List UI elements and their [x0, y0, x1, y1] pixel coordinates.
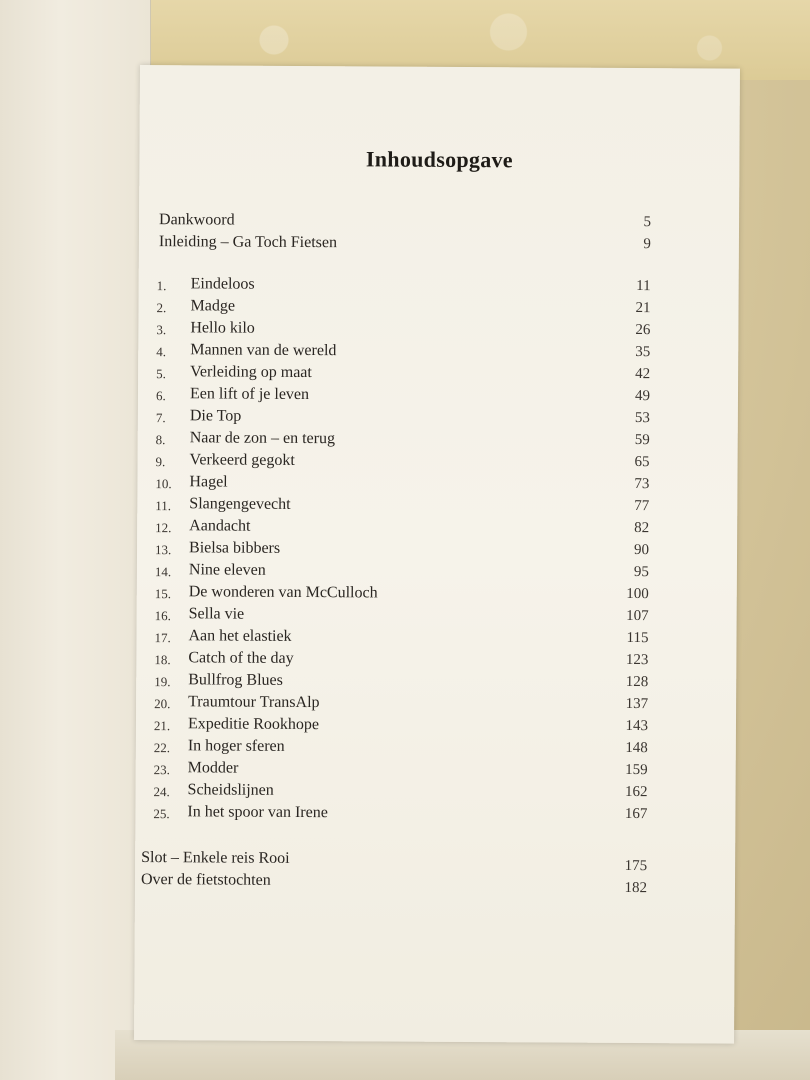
chapter-page: 77	[634, 498, 650, 515]
chapter-number: 11.	[155, 498, 172, 514]
chapter-number: 8.	[155, 432, 166, 448]
chapter-page: 35	[635, 344, 651, 361]
toc-entry-inleiding	[139, 233, 739, 259]
chapter-number: 5.	[156, 366, 166, 382]
chapter-number: 4.	[156, 344, 167, 360]
chapter-number: 19.	[154, 674, 171, 690]
chapter-number: 12.	[155, 520, 172, 536]
chapter-page: 26	[635, 322, 651, 339]
toc-entry-page: 9	[643, 236, 651, 253]
chapter-title: Hello kilo	[190, 319, 255, 337]
toc-entry-page: 175	[624, 857, 648, 875]
chapter-page: 42	[635, 366, 651, 383]
chapter-title: De wonderen van McCulloch	[188, 583, 378, 602]
chapter-title: Slangengevecht	[189, 495, 291, 513]
chapter-page: 143	[625, 717, 649, 735]
chapter-page: 107	[626, 607, 649, 625]
page-title: Inhoudsopgave	[365, 146, 513, 173]
chapter-title: In het spoor van Irene	[187, 803, 328, 822]
toc-entry-label: Inleiding – Ga Toch Fietsen	[158, 233, 338, 252]
chapter-page: 148	[625, 739, 648, 757]
chapter-page: 137	[625, 695, 649, 713]
chapter-page: 65	[634, 454, 650, 471]
chapter-title: Nine eleven	[188, 561, 266, 579]
chapter-page: 73	[634, 476, 650, 493]
chapter-page: 90	[633, 542, 650, 559]
chapter-title: Hagel	[189, 473, 228, 491]
chapter-page: 49	[634, 388, 651, 405]
chapter-number: 6.	[155, 388, 166, 404]
chapter-number: 2.	[156, 300, 167, 316]
chapter-number: 24.	[153, 784, 170, 800]
chapter-number: 7.	[155, 410, 166, 426]
chapter-page: 123	[625, 651, 649, 669]
chapter-page: 115	[626, 629, 649, 647]
chapter-page: 100	[626, 585, 649, 603]
chapter-title: Een lift of je leven	[189, 385, 310, 404]
chapter-title: Mannen van de wereld	[190, 341, 337, 360]
left-page-edge	[0, 0, 151, 1080]
chapter-title: Aandacht	[189, 517, 251, 535]
chapter-number: 3.	[156, 322, 167, 338]
chapter-title: Modder	[187, 759, 239, 777]
book-page	[134, 65, 740, 1044]
chapter-page: 59	[634, 432, 650, 449]
chapter-number: 20.	[154, 696, 171, 712]
chapter-page: 128	[625, 673, 649, 691]
chapter-page: 11	[636, 278, 651, 295]
chapter-number: 16.	[154, 608, 171, 624]
chapter-page: 21	[635, 300, 651, 317]
chapter-title: Naar de zon – en terug	[189, 429, 336, 448]
chapter-page: 95	[633, 564, 649, 581]
chapter-title: Aan het elastiek	[188, 627, 292, 645]
chapter-number: 13.	[154, 542, 172, 558]
toc-entry-page: 5	[643, 214, 652, 231]
chapter-page: 159	[625, 761, 648, 779]
toc-entry-fietstochten	[135, 871, 735, 897]
chapter-page: 53	[634, 410, 650, 427]
chapter-title: Expeditie Rookhope	[187, 715, 320, 734]
chapter-number: 10.	[155, 476, 172, 492]
chapter-title: Eindeloos	[190, 275, 255, 293]
chapter-number: 14.	[154, 564, 172, 580]
chapter-number: 1.	[156, 278, 167, 294]
chapter-page: 82	[634, 520, 650, 537]
chapter-number: 25.	[153, 806, 170, 822]
chapter-number: 21.	[153, 718, 171, 734]
chapter-number: 22.	[153, 740, 171, 756]
chapter-number: 15.	[154, 586, 172, 602]
chapter-title: Verleiding op maat	[190, 363, 312, 382]
toc-chapter-row	[135, 803, 735, 829]
chapter-number: 23.	[153, 762, 170, 778]
chapter-title: Bullfrog Blues	[188, 671, 283, 689]
chapter-title: Scheidslijnen	[187, 781, 274, 799]
chapter-page: 167	[624, 805, 648, 823]
chapter-number: 18.	[154, 652, 171, 668]
chapter-page: 162	[625, 783, 648, 801]
chapter-title: Bielsa bibbers	[188, 539, 281, 557]
toc-entry-label: Over de fietstochten	[140, 871, 271, 889]
chapter-number: 17.	[154, 630, 171, 646]
chapter-title: In hoger sferen	[187, 737, 285, 755]
toc-entry-label: Slot – Enkele reis Rooi	[141, 849, 290, 867]
chapter-title: Traumtour TransAlp	[188, 693, 320, 712]
toc-entry-page: 182	[624, 879, 648, 897]
chapter-title: Verkeerd gegokt	[189, 451, 295, 469]
toc-entry-label: Dankwoord	[159, 211, 235, 229]
chapter-title: Catch of the day	[188, 649, 294, 667]
chapter-title: Madge	[190, 297, 236, 315]
chapter-number: 9.	[155, 454, 166, 470]
chapter-title: Sella vie	[188, 605, 245, 623]
chapter-title: Die Top	[189, 407, 242, 425]
